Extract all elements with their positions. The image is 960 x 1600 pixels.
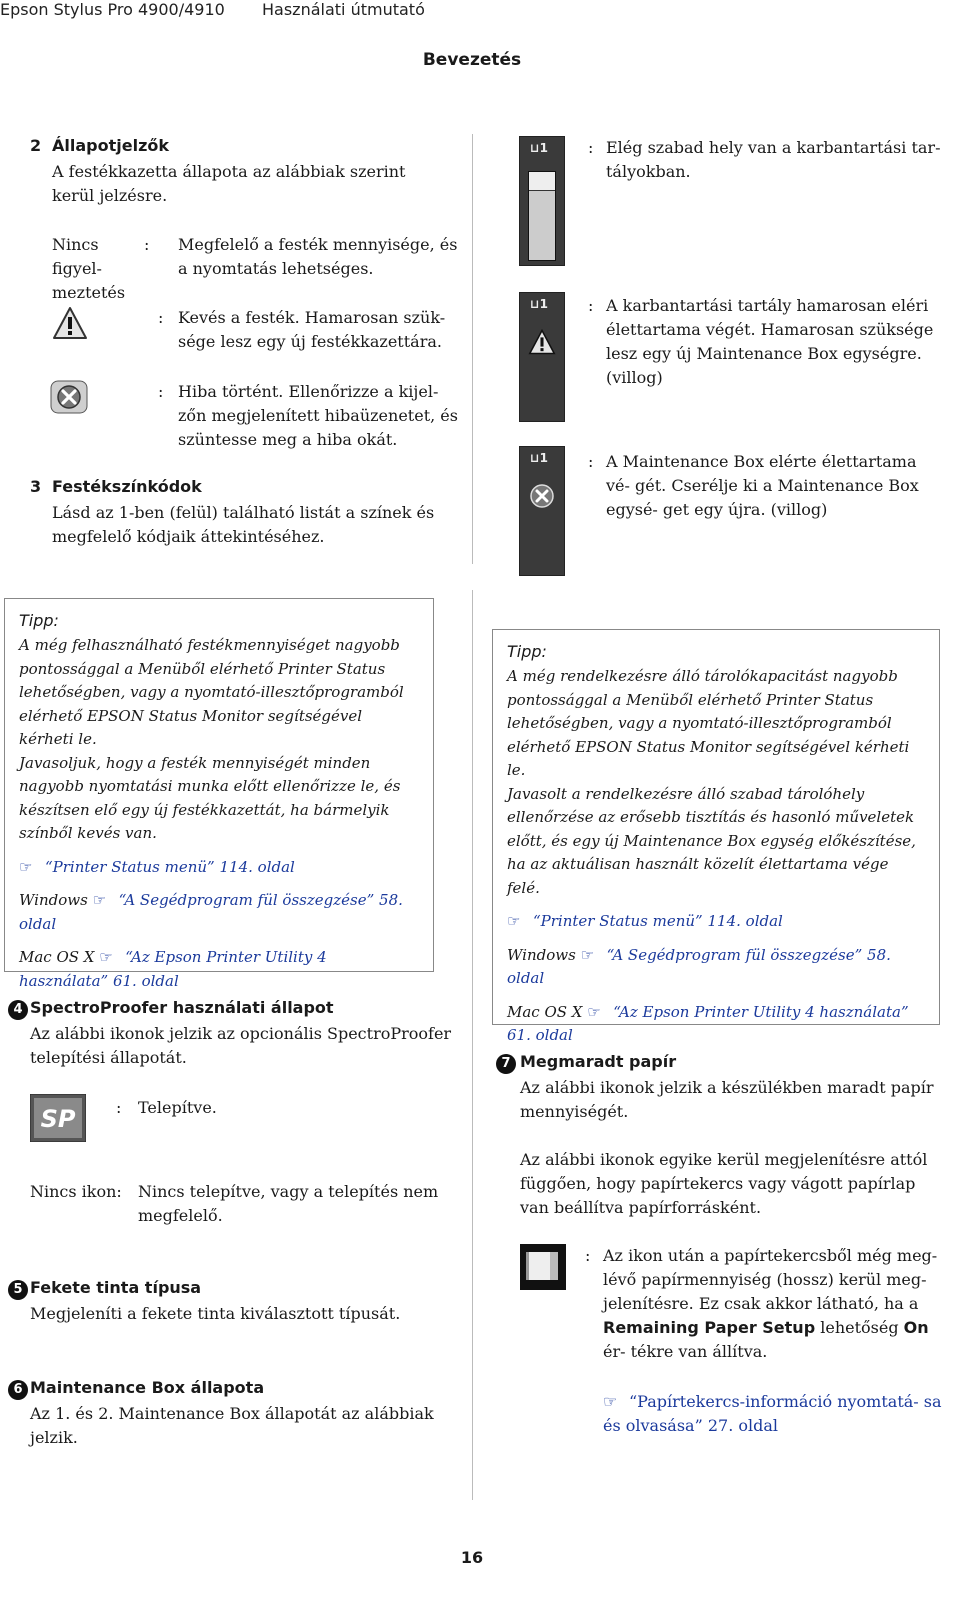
colon: : <box>585 1246 591 1265</box>
pointing-hand-icon: ☞ <box>587 1002 601 1021</box>
warning-icon <box>52 306 88 340</box>
low-ink-text: Kevés a festék. Hamarosan szük- sége lesz egy új festékkazettára. <box>178 308 446 351</box>
section-2-title: Állapotjelzők <box>52 136 170 155</box>
tip-ref-mac[interactable] <box>19 946 419 993</box>
ref-prefix: Windows <box>19 891 88 909</box>
tip-ref-printer-status[interactable] <box>19 856 419 880</box>
section-5-number: 5 <box>8 1278 28 1300</box>
link-text[interactable]: “Az Epson Printer Utility 4 használata” 61. oldal <box>507 1002 909 1044</box>
installed-text: Telepítve. <box>138 1098 217 1117</box>
section-7-number: 7 <box>496 1052 516 1074</box>
column-divider-top <box>472 134 473 564</box>
colon: : <box>116 1098 122 1117</box>
link-text[interactable]: “A Segédprogram fül összegzése” 58. oldal <box>507 945 891 987</box>
error-x-icon <box>529 483 555 509</box>
tip-ref-windows[interactable] <box>507 944 925 991</box>
section-4-text: Az alábbi ikonok jelzik az opcionális SpectroProofer telepítési állapotát. <box>30 1024 452 1067</box>
no-icon-text: Nincs telepítve, vagy a telepítés nem megfelelő. <box>138 1182 439 1225</box>
maintenance-ok-text: Elég szabad hely van a karbantartási tar- tályokban. <box>606 138 941 181</box>
section-4-number: 4 <box>8 998 28 1020</box>
section-6-number: 6 <box>8 1378 28 1400</box>
section-3-text: Lásd az 1-ben (felül) található listát a színek és megfelelő kódjaik áttekintéséhez. <box>52 503 435 546</box>
link-text[interactable]: “Printer Status menü” 114. oldal <box>533 912 783 930</box>
link-text[interactable]: “A Segédprogram fül összegzése” 58. oldal <box>19 891 403 933</box>
no-icon-label: Nincs ikon: <box>30 1182 122 1201</box>
ref-prefix: Windows <box>507 945 576 964</box>
colon: : <box>158 308 164 327</box>
maintenance-box-icon: ⊔1 <box>530 141 548 155</box>
page-number: 16 <box>460 1548 484 1567</box>
header-guide: Használati útmutató <box>262 0 425 19</box>
section-5-text: Megjeleníti a fekete tinta kiválasztott típusát. <box>30 1304 401 1323</box>
column-divider-bottom <box>472 590 473 1500</box>
maintenance-box-gauge-error <box>519 446 565 576</box>
section-3-number: 3 <box>30 477 42 496</box>
section-5-title: Fekete tinta típusa <box>30 1278 202 1297</box>
ref-prefix: Mac OS X <box>19 948 95 966</box>
tip-box-maintenance <box>492 629 940 1044</box>
link-text[interactable]: “Papírtekercs-információ nyomtatá- sa és olvasása” 27. oldal <box>603 1392 942 1435</box>
no-warning-label: Nincs figyel- meztetés <box>52 235 126 302</box>
section-7-title: Megmaradt papír <box>520 1052 677 1071</box>
maintenance-warning-text: A karbantartási tartály hamarosan eléri élettartama végét. Hamarosan szüksége lesz egy új Maintenance Box egységre. (villog) <box>606 296 934 387</box>
maintenance-box-icon: ⊔1 <box>530 451 548 465</box>
tip-text-1: A még felhasználható festékmennyiséget nagyobb pontossággal a Menüből elérhető Printer Status lehetőségben, vagy a nyomtató-illesztőprogramból elérhető EPSON Status Monitor segítségével kérheti le. <box>19 636 404 748</box>
colon: : <box>588 138 594 157</box>
pointing-hand-icon: ☞ <box>19 857 33 876</box>
link-text[interactable]: “Printer Status menü” 114. oldal <box>45 857 295 876</box>
pointing-hand-icon: ☞ <box>99 948 113 966</box>
tip-title: Tipp: <box>19 611 59 630</box>
maintenance-box-gauge-ok <box>519 136 565 266</box>
maintenance-box-icon: ⊔1 <box>530 297 548 311</box>
section-2-number: 2 <box>30 136 42 155</box>
tip-text-2: Javasoljuk, hogy a festék mennyiségét minden nagyobb nyomtatási munka előtt ellenőrizze le, és készítsen elő egy új festékkazettát, ha bármelyik színből kevés van. <box>19 753 401 842</box>
colon: : <box>158 382 164 401</box>
no-warning-text: Megfelelő a festék mennyisége, és a nyomtatás lehetséges. <box>178 235 458 278</box>
error-text: Hiba történt. Ellenőrizze a kijel- zőn megjelenített hibaüzenetet, és szüntesse meg a hiba okát. <box>178 382 458 449</box>
paper-roll-icon <box>520 1244 566 1290</box>
pointing-hand-icon: ☞ <box>603 1392 618 1411</box>
tip-text-2: Javasolt a rendelkezésre álló szabad tárolóhely ellenőrzése az erősebb tisztítás és hasonló műveletek előtt, és egy új Maintenance Box egység előkészítése, ha az aktuálisan használt közelít élettartama vége felé. <box>507 784 916 897</box>
paper-roll-text: Az ikon után a papírtekercsből még meg- lévő papírmennyiség (hossz) kerül meg- jelenítésre. Ez csak akkor látható, ha a Remaining Paper Setup lehetőség On ér- tékre van állítva. <box>603 1246 938 1361</box>
tip-title: Tipp: <box>507 642 547 661</box>
tip-ref-printer-status[interactable] <box>507 910 925 934</box>
section-4-title: SpectroProofer használati állapot <box>30 998 334 1017</box>
maintenance-box-gauge-warning <box>519 292 565 422</box>
section-2-text: A festékkazetta állapota az alábbiak szerint kerül jelzésre. <box>52 162 406 205</box>
colon: : <box>588 296 594 315</box>
tip-ref-windows[interactable] <box>19 889 419 936</box>
tip-ref-mac[interactable] <box>507 1001 925 1048</box>
pointing-hand-icon: ☞ <box>507 912 521 930</box>
section-7-text-2: Az alábbi ikonok egyike kerül megjelenítésre attól függően, hogy papírtekercs vagy vágott papírlap van beállítva papírforrásként. <box>520 1150 928 1217</box>
header-product: Epson Stylus Pro 4900/4910 <box>0 0 225 19</box>
error-x-icon <box>50 380 88 414</box>
section-6-text: Az 1. és 2. Maintenance Box állapotát az alábbiak jelzik. <box>30 1404 434 1447</box>
warning-icon <box>528 329 556 355</box>
tip-text-1: A még rendelkezésre álló tárolókapacitást nagyobb pontossággal a Menüből elérhető Printer Status lehetőségben, vagy a nyomtató-illesztőprogramból elérhető EPSON Status Monitor segítségével kérheti le. <box>507 667 910 779</box>
section-6-title: Maintenance Box állapota <box>30 1378 265 1397</box>
tip-box-ink <box>4 598 434 990</box>
svg-text:SP: SP <box>40 1105 76 1133</box>
pointing-hand-icon: ☞ <box>580 945 595 964</box>
ref-prefix: Mac OS X <box>507 1002 583 1021</box>
paper-roll-ref[interactable] <box>603 1390 948 1438</box>
maintenance-error-text: A Maintenance Box elérte élettartama vé- gét. Cserélje ki a Maintenance Box egysé- get egy újra. (villog) <box>606 452 919 519</box>
link-text[interactable]: “Az Epson Printer Utility 4 használata” 61. oldal <box>19 948 327 990</box>
section-title: Bevezetés <box>422 50 522 70</box>
section-3-title: Festékszínkódok <box>52 477 202 496</box>
colon: : <box>144 235 150 254</box>
pointing-hand-icon: ☞ <box>92 891 107 909</box>
colon: : <box>588 452 594 471</box>
spectroproofer-icon <box>30 1094 86 1142</box>
gauge-level <box>528 171 556 261</box>
section-7-text-1: Az alábbi ikonok jelzik a készülékben maradt papír mennyiségét. <box>520 1078 934 1121</box>
